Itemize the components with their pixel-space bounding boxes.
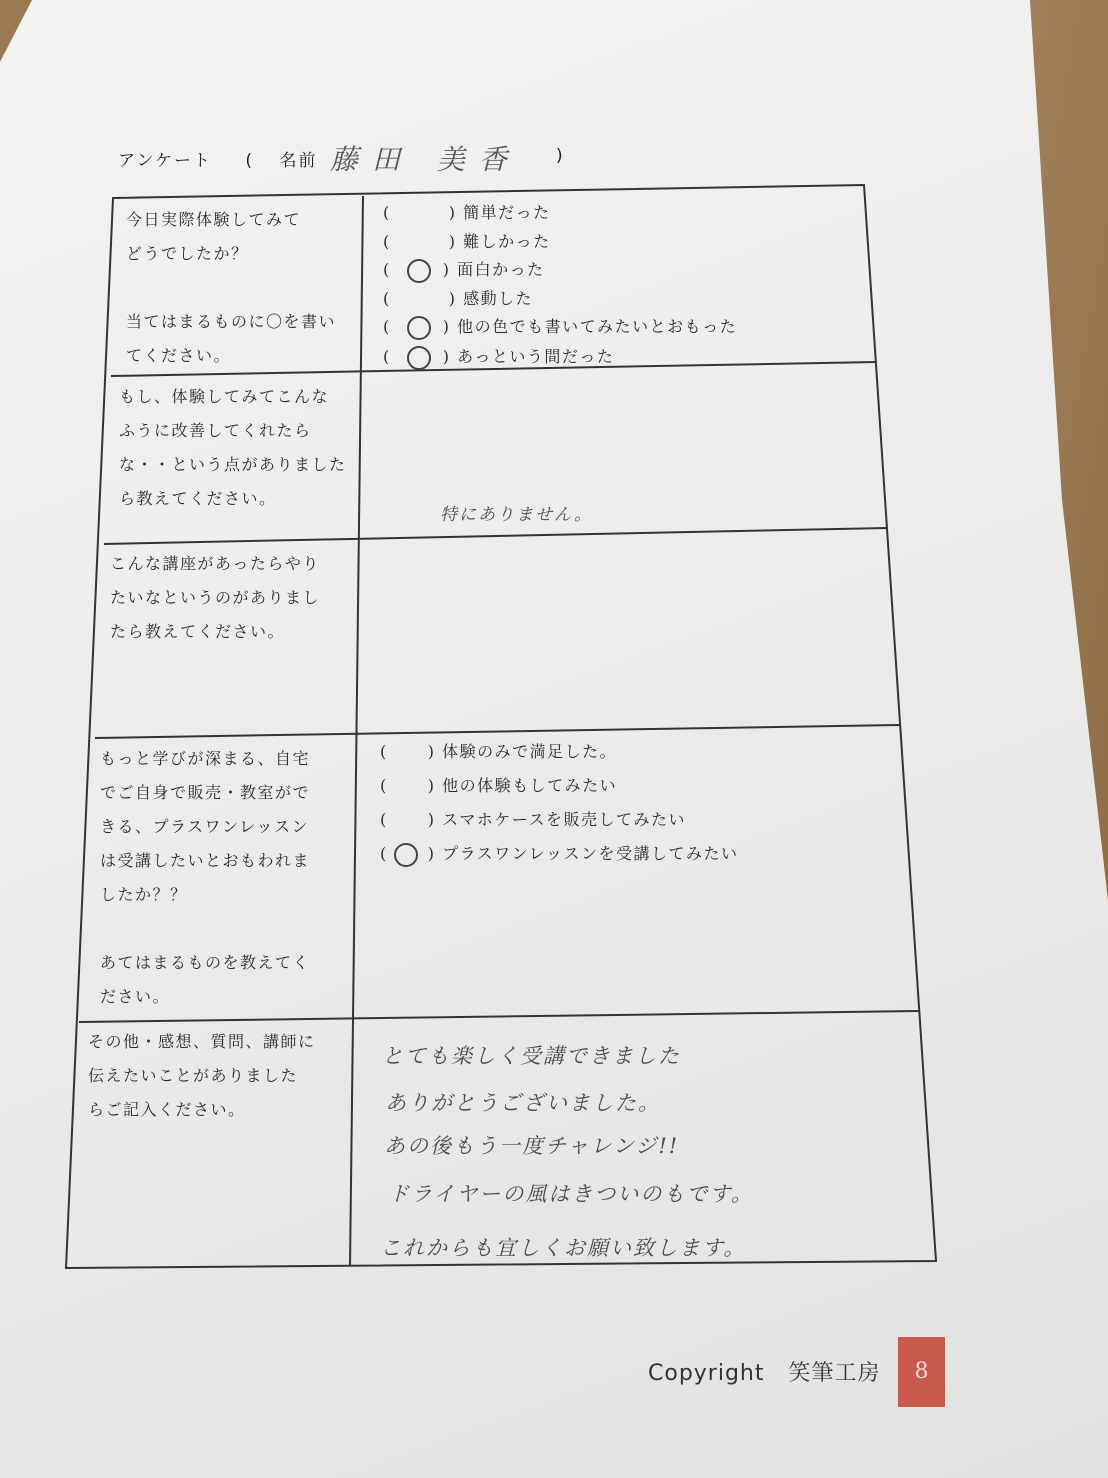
q1-option-2[interactable]: ( ) 難しかった — [383, 232, 551, 251]
q1-option-3-label: 面白かった — [457, 260, 545, 279]
q1-option-3[interactable]: ( ) 面白かった — [383, 257, 545, 283]
q1-option-6-label: あっという間だった — [457, 347, 615, 366]
q1-option-1-label: 簡単だった — [463, 203, 551, 222]
close-paren: ) — [556, 146, 565, 166]
survey-title: アンケート — [118, 151, 212, 171]
q5-answer-line-2[interactable]: ありがとうございました。 — [385, 1091, 661, 1115]
q4-option-4-label: プラスワンレッスンを受講してみたい — [442, 844, 739, 863]
name-value-handwritten[interactable]: 藤田 美香 — [330, 143, 521, 176]
q1-option-6[interactable]: ( ) あっという間だった — [383, 344, 614, 370]
q1-option-4[interactable]: ( ) 感動した — [383, 289, 534, 308]
q1-option-4-label: 感動した — [463, 289, 534, 308]
circle-mark-icon — [407, 346, 431, 370]
open-paren: ( — [245, 151, 255, 171]
q4-option-2-label: 他の体験もしてみたい — [442, 776, 618, 795]
q5-answer-line-4[interactable]: ドライヤーの風はきついのもです。 — [388, 1182, 754, 1206]
circle-mark-icon — [394, 843, 418, 867]
q4-question: もっと学びが深まる、自宅 でご自身で販売・教室がで きる、プラスワンレッスン は受講したいとおもわれま したか？？ あてはまるものを教えてく ださい。 — [100, 749, 311, 1006]
q2-answer-handwritten[interactable]: 特にありません。 — [440, 505, 594, 525]
q4-option-3-label: スマホケースを販売してみたい — [442, 810, 686, 829]
q2-question: もし、体験してみてこんな ふうに改善してくれたら な・・という点がありました ら教えてください。 — [119, 387, 347, 508]
q4-option-1[interactable]: ( ) 体験のみで満足した。 — [380, 742, 618, 761]
name-label: 名前 — [279, 151, 318, 171]
q1-option-5-label: 他の色でも書いてみたいとおもった — [457, 317, 738, 336]
q4-option-4[interactable]: ( ) プラスワンレッスンを受講してみたい — [380, 841, 739, 867]
footer-copyright — [648, 1356, 881, 1387]
q5-answer-line-1[interactable]: とても楽しく受講できました — [382, 1044, 681, 1068]
q1-option-5[interactable]: ( ) 他の色でも書いてみたいとおもった — [383, 314, 737, 340]
q4-option-1-label: 体験のみで満足した。 — [442, 742, 618, 761]
brand-name: 笑筆工房 — [788, 1361, 881, 1386]
q3-answer-area[interactable] — [370, 550, 870, 710]
q4-option-3[interactable]: ( ) スマホケースを販売してみたい — [380, 810, 686, 829]
q1-option-2-label: 難しかった — [463, 232, 551, 251]
circle-mark-icon — [407, 259, 431, 283]
q4-option-2[interactable]: ( ) 他の体験もしてみたい — [380, 776, 618, 795]
circle-mark-icon — [407, 316, 431, 340]
q3-question: こんな講座があったらやり たいなというのがありまし たら教えてください。 — [110, 554, 321, 641]
page-number-badge: 8 — [898, 1337, 945, 1407]
q5-question: その他・感想、質問、講師に 伝えたいことがありました らご記入ください。 — [88, 1032, 316, 1119]
q5-answer-line-5[interactable]: これからも宜しくお願い致します。 — [380, 1236, 747, 1260]
q5-answer-line-3[interactable]: あの後もう一度チャレンジ!! — [384, 1134, 680, 1158]
q1-question: 今日実際体験してみて どうでしたか？ 当てはまるものに〇を書い てください。 — [126, 210, 337, 365]
q1-option-1[interactable]: ( ) 簡単だった — [383, 203, 551, 222]
copyright-text: Copyright — [648, 1361, 765, 1386]
